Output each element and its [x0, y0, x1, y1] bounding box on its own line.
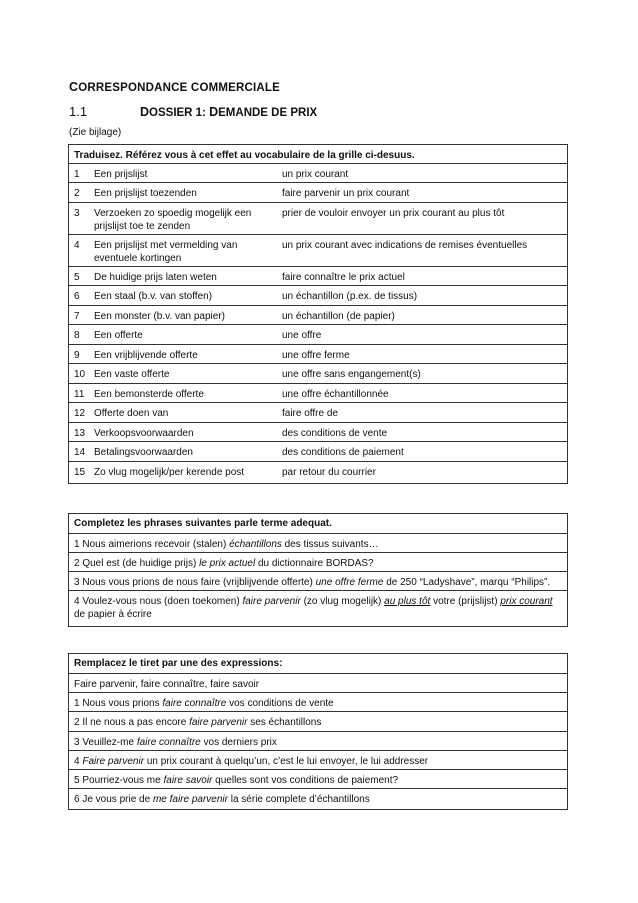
dutch-term: Een monster (b.v. van papier) [89, 305, 277, 325]
row-number: 15 [69, 461, 89, 481]
text: de papier à écrire [74, 609, 152, 620]
text: des tissus suivants… [281, 539, 379, 550]
text: vos derniers prix [200, 736, 277, 748]
row-number: 8 [69, 325, 89, 345]
table-row [69, 422, 567, 442]
table-row [69, 403, 567, 423]
row-number: 6 [69, 286, 89, 306]
text: du dictionnaire BORDAS? [255, 558, 374, 569]
dutch-term: Verzoeken zo spoedig mogelijk een prijslijst toe te zenden [89, 202, 277, 234]
text: 3 Veuillez-me [74, 736, 137, 748]
table-row [69, 202, 567, 234]
answer: me faire parvenir [152, 794, 228, 806]
vocab-heading: Traduisez. Référez vous à cet effet au vocabulaire de la grille ci-desuus. [74, 150, 415, 161]
row-number: 1 [69, 163, 89, 183]
text: 1 Nous vous prions [74, 698, 163, 710]
complete-sentence-2 [69, 553, 567, 572]
dutch-term: Een staal (b.v. van stoffen) [89, 286, 277, 306]
row-number: 2 [69, 183, 89, 203]
answer: au plus tôt [384, 596, 431, 607]
dutch-term: Een prijslijst met vermelding van eventuele kortingen [89, 234, 277, 266]
french-term: faire parvenir un prix courant [277, 183, 567, 203]
dutch-term: Zo vlug mogelijk/per kerende post [89, 461, 277, 481]
dutch-term: Verkoopsvoorwaarden [89, 422, 277, 442]
table-row [69, 325, 567, 345]
answer: faire parvenir [242, 596, 301, 607]
page-title [69, 80, 280, 94]
answer: le prix actuel [199, 558, 256, 569]
complete-sentence-3 [69, 572, 567, 591]
dutch-term: Een prijslijst [89, 163, 277, 183]
answer: Faire parvenir [82, 755, 145, 767]
text: (zo vlug mogelijk) [300, 596, 385, 607]
table-row [69, 286, 567, 306]
french-term: un échantillon (de papier) [277, 305, 567, 325]
text: 4 [74, 755, 83, 767]
french-term: une offre échantillonnée [277, 383, 567, 403]
text: 4 Voulez-vous nous (doen toekomen) [74, 596, 243, 607]
complete-sentence-4 [69, 591, 567, 626]
answer: faire savoir [163, 774, 213, 786]
answer: échantillons [229, 539, 282, 550]
french-term: un prix courant [277, 163, 567, 183]
dossier-initial: D [140, 105, 150, 119]
replace-sentence-1 [69, 693, 567, 712]
table-row [69, 266, 567, 286]
table-row [69, 234, 567, 266]
complete-sentence-1 [69, 534, 567, 553]
row-number: 4 [69, 234, 89, 266]
text: quelles sont vos conditions de paiement? [212, 774, 399, 786]
french-term: un prix courant avec indications de remises éventuelles [277, 234, 567, 266]
section-number: 1.1 [69, 104, 88, 119]
table-row [69, 305, 567, 325]
table-row [69, 344, 567, 364]
dutch-term: Een offerte [89, 325, 277, 345]
dutch-term: Offerte doen van [89, 403, 277, 423]
row-number: 3 [69, 202, 89, 234]
text: 1 Nous aimerions recevoir (stalen) [74, 539, 230, 550]
text: la série complete d’échantillons [227, 794, 370, 806]
vocab-table [69, 145, 567, 481]
text: 3 Nous vous prions de nous faire (vrijblijvende offerte) [74, 577, 316, 588]
annex-note: (Zie bijlage) [69, 127, 122, 138]
dutch-term: De huidige prijs laten weten [89, 266, 277, 286]
dossier-title [140, 105, 317, 119]
row-number: 12 [69, 403, 89, 423]
french-term: une offre ferme [277, 344, 567, 364]
row-number: 9 [69, 344, 89, 364]
french-term: une offre [277, 325, 567, 345]
table-row [69, 163, 567, 183]
dutch-term: Een vrijblijvende offerte [89, 344, 277, 364]
french-term: faire connaître le prix actuel [277, 266, 567, 286]
title-initial: C [69, 80, 79, 94]
table-row [69, 383, 567, 403]
title-rest: ORRESPONDANCE COMMERCIALE [78, 82, 281, 94]
text: un prix courant à quelqu’un, c’est le lui envoyer, le lui addresser [144, 755, 429, 767]
answer: faire parvenir [189, 717, 248, 729]
dossier-text-1: OSSIER 1: [149, 107, 210, 119]
complete-box [68, 513, 568, 627]
replace-box [68, 653, 568, 810]
replace-options: Faire parvenir, faire connaître, faire savoir [69, 674, 567, 693]
replace-heading: Remplacez le tiret par une des expressions: [69, 654, 567, 674]
text: 2 Quel est (de huidige prijs) [74, 558, 200, 569]
text: ses échantillons [247, 717, 322, 729]
french-term: par retour du courrier [277, 461, 567, 481]
text: 5 Pourriez-vous me [74, 774, 164, 786]
dutch-term: Een prijslijst toezenden [89, 183, 277, 203]
replace-sentence-2 [69, 712, 567, 731]
replace-sentence-3 [69, 732, 567, 751]
french-term: des conditions de vente [277, 422, 567, 442]
text: votre (prijslijst) [430, 596, 501, 607]
answer: une offre ferme [315, 577, 384, 588]
dutch-term: Een vaste offerte [89, 364, 277, 384]
replace-sentence-6 [69, 789, 567, 808]
text: de 250 “Ladyshave”, marqu “Philips”. [383, 577, 551, 588]
french-term: prier de vouloir envoyer un prix courant au plus tôt [277, 202, 567, 234]
french-term: des conditions de paiement [277, 442, 567, 462]
answer: faire connaître [162, 698, 227, 710]
replace-sentence-5 [69, 770, 567, 789]
text: 6 Je vous prie de [74, 794, 153, 806]
french-term: une offre sans engangement(s) [277, 364, 567, 384]
row-number: 14 [69, 442, 89, 462]
table-row [69, 442, 567, 462]
complete-heading: Completez les phrases suivantes parle terme adequat. [69, 514, 567, 534]
table-row [69, 364, 567, 384]
row-number: 11 [69, 383, 89, 403]
row-number: 5 [69, 266, 89, 286]
french-term: un échantillon (p.ex. de tissus) [277, 286, 567, 306]
dossier-text-2: EMANDE DE PRIX [218, 107, 318, 119]
table-row [69, 461, 567, 481]
dutch-term: Een bemonsterde offerte [89, 383, 277, 403]
text: 2 Il ne nous a pas encore [74, 717, 190, 729]
row-number: 13 [69, 422, 89, 442]
dutch-term: Betalingsvoorwaarden [89, 442, 277, 462]
table-row [69, 183, 567, 203]
answer: faire connaître [136, 736, 201, 748]
text: vos conditions de vente [226, 698, 334, 710]
answer: prix courant [500, 596, 553, 607]
vocab-box [68, 144, 568, 484]
replace-sentence-4 [69, 751, 567, 770]
row-number: 7 [69, 305, 89, 325]
dossier-initial-2: D [209, 105, 219, 119]
french-term: faire offre de [277, 403, 567, 423]
row-number: 10 [69, 364, 89, 384]
section-heading [69, 104, 318, 119]
